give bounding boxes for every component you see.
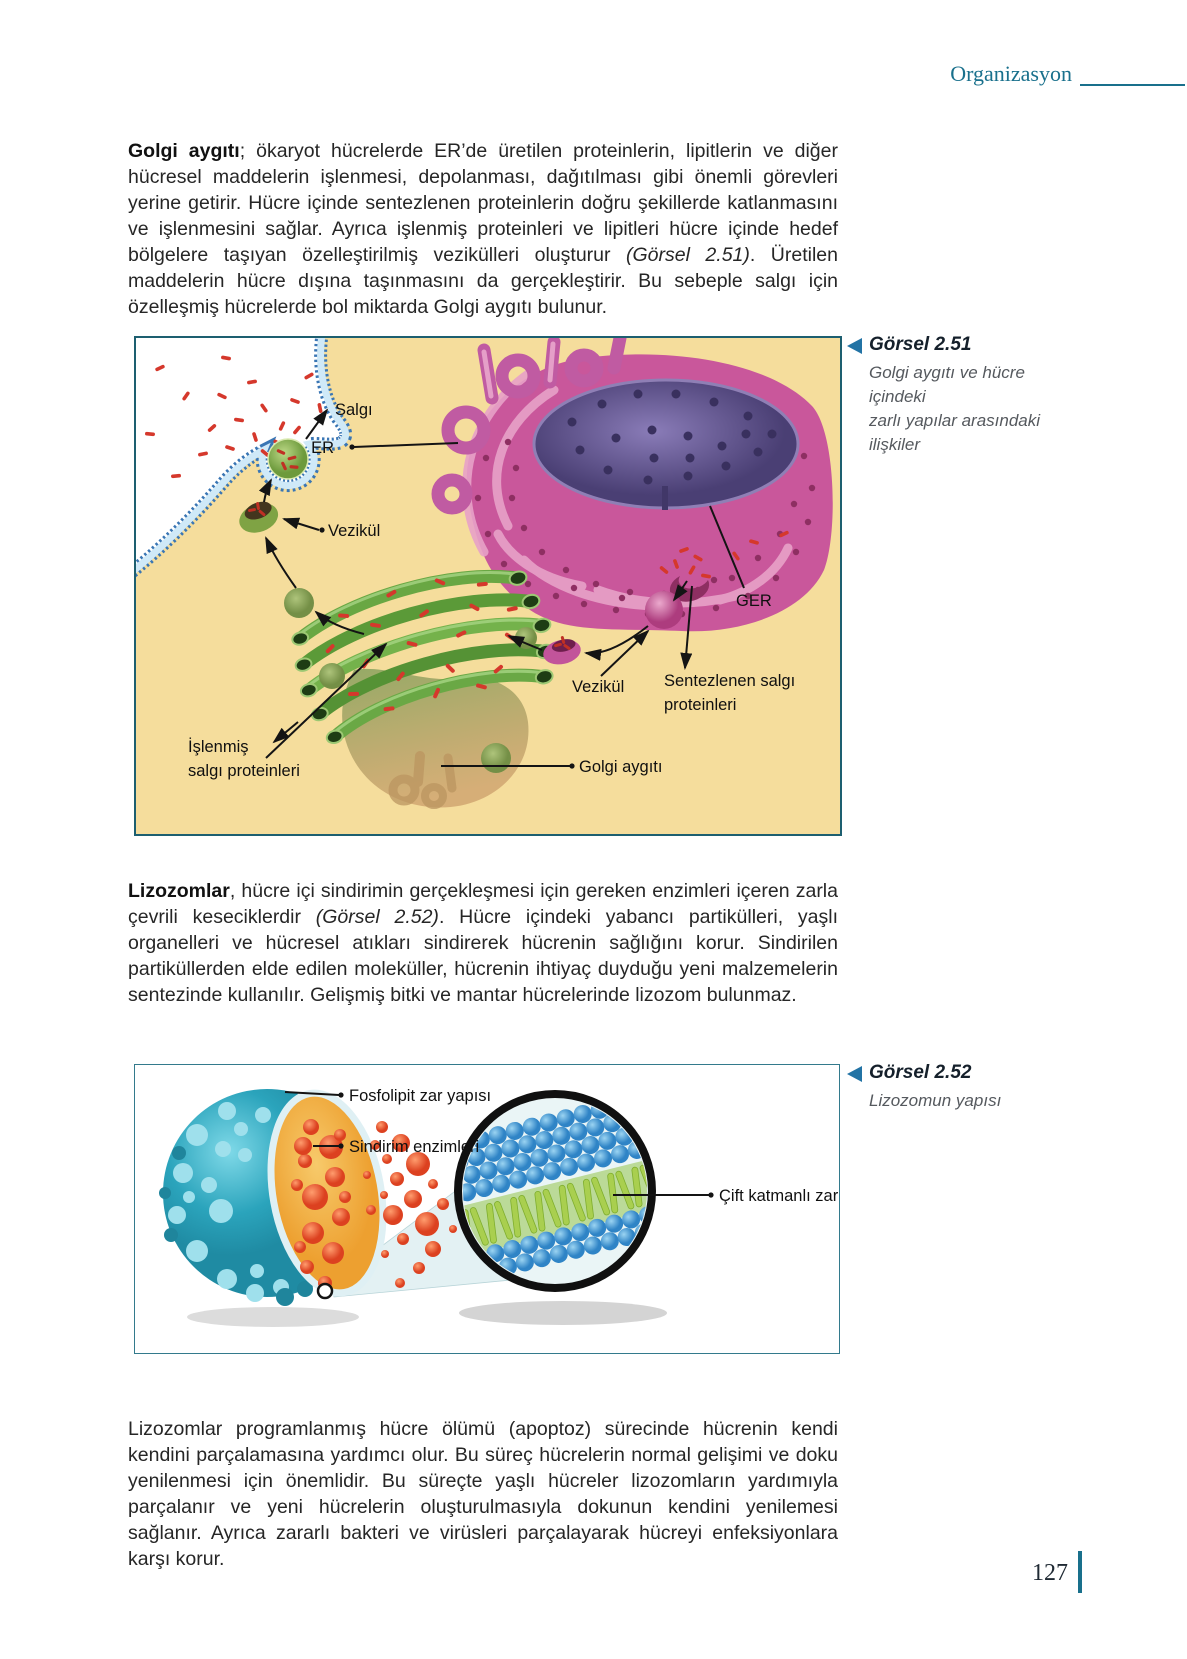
page-number: 127 [1032,1560,1068,1586]
golgi-er-illustration [136,338,840,834]
label-sentezlenen-line1: Sentezlenen salgı [664,672,796,690]
label-fosfolipit: Fosfolipit zar yapısı [349,1087,492,1105]
label-vezikul-1: Vezikül [328,522,381,540]
label-vezikul-2: Vezikül [572,678,625,696]
label-islenmis-line1: İşlenmiş [188,738,249,756]
zoom-source-circle [318,1284,332,1298]
caption-text-line1: Golgi aygıtı ve hücre içindeki [869,363,1025,406]
magnifier-shadow [459,1301,667,1325]
lysosome-shadow [187,1307,359,1327]
label-sentezlenen-line2: proteinleri [664,696,737,714]
label-er: ER [311,439,334,457]
caption-title: Görsel 2.52 [869,1062,972,1083]
header-rule [1080,84,1185,86]
label-golgi-aygiti: Golgi aygıtı [579,758,663,776]
caption-arrow-icon [847,338,862,354]
figure-2-51 [134,336,842,836]
caption-text-line2: zarlı yapılar arasındaki ilişkiler [869,411,1041,454]
figure-2-52 [134,1064,840,1354]
label-islenmis-line2: salgı proteinleri [188,762,300,780]
label-ger: GER [736,592,772,610]
paragraph-golgi: Golgi aygıtı; ökaryot hücrelerde ER’de üretilen proteinlerin, lipitlerin ve diğer hücresel maddelerin işlenmesi, depolanması, dağıtılması gibi önemli görevleri yerine getirir. Hücre içinde sentezlenen proteinlerin doğru şekillerde katlanmasını ve işlenmesini sağlar. Ayrıca işlenmiş proteinleri ve lipitleri hücre içinde hedef bölgelere taşıyan özelleştirilmiş vezikülleri oluşturur (Görsel 2.51). Üretilen maddelerin hücre dışına taşınmasını da gerçekleştirir. Bu sebeple salgı için özelleşmiş hücrelerde bol miktarda Golgi aygıtı bulunur. [128,139,838,318]
lysosome-illustration [135,1065,839,1353]
paragraph-apoptoz: Lizozomlar programlanmış hücre ölümü (apoptoz) sürecinde hücrenin kendi kendini parçalamasına yardımcı olur. Bu süreç hücrelerin normal gelişimi ve doku yenilenmesi için önemlidir. Bu süreçte yaşlı hücreler lizozomların yardımıyla parçalanır ve yeni hücrelerin oluşturulmasıyla dokunun kendini yenilemesi sağlanır. Ayrıca zararlı bakteri ve virüsleri parçalayarak hücreyi enfeksiyonlara karşı korur. [128,1417,838,1570]
caption-text-line1: Lizozomun yapısı [869,1091,1002,1110]
caption-title: Görsel 2.51 [869,334,972,355]
label-sindirim: Sindirim enzimleri [349,1138,480,1156]
page-number-rule [1078,1551,1082,1593]
caption-2-51 [847,334,1057,457]
label-salgi: Salgı [335,401,373,419]
caption-2-52 [847,1062,1057,1113]
nucleus-cleft [662,486,668,510]
caption-arrow-icon [847,1066,862,1082]
section-title: Organizasyon [950,61,1072,86]
paragraph-lizozom: Lizozomlar, hücre içi sindirimin gerçekleşmesi için gereken enzimleri içeren zarla çevrili keseciklerdir (Görsel 2.52). Hücre içindeki yabancı partikülleri, yaşlı organelleri ve hücresel atıkları sindirerek hücrenin sağlığını korur. Sindirilen partiküllerden elde edilen moleküller, hücrenin ihtiyaç duyduğu yeni malzemelerin sentezinde kullanılır. Gelişmiş bitki ve mantar hücrelerinde lizozom bulunmaz. [128,879,838,1006]
label-cift-katmanli: Çift katmanlı zar [719,1187,839,1205]
